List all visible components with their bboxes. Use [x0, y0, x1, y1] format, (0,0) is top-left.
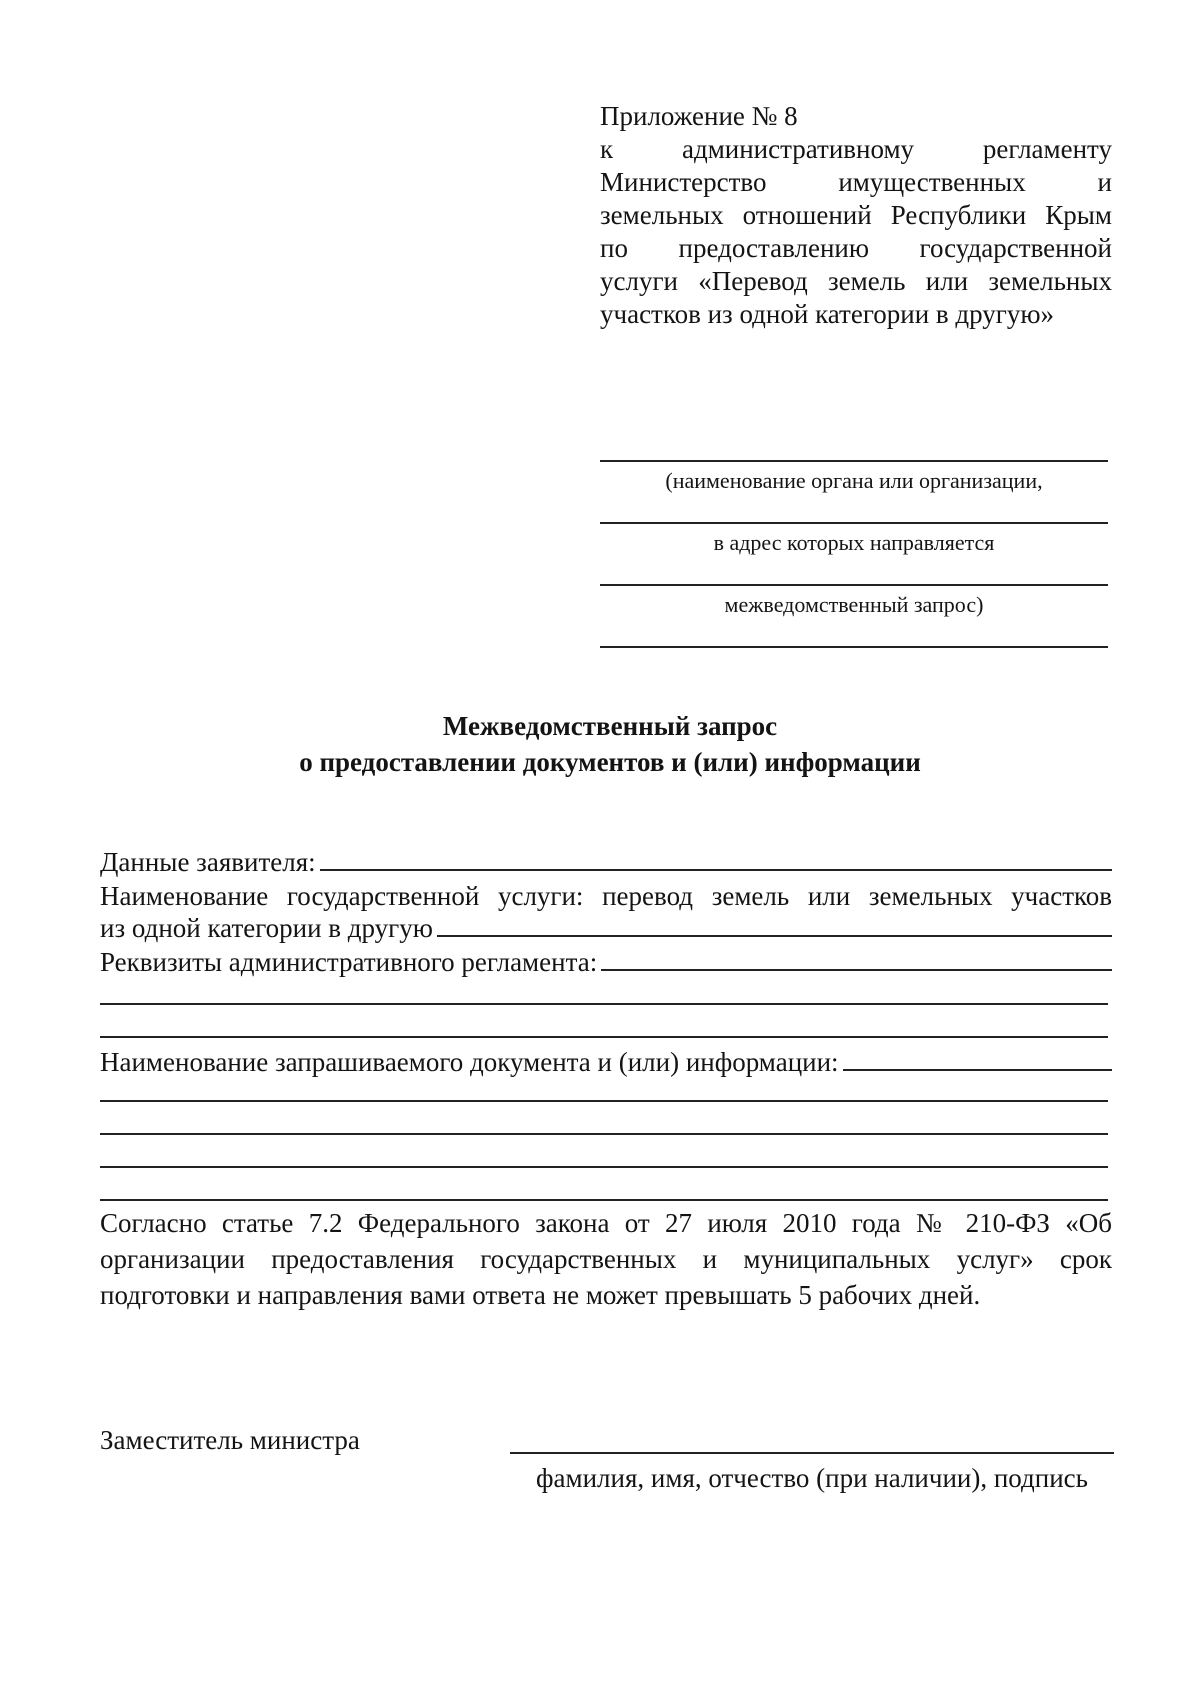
requested-doc-label: Наименование запрашиваемого документа и (или) информации:: [100, 1047, 839, 1077]
regulation-blank[interactable]: [601, 947, 1112, 971]
addressee-blank-line[interactable]: [600, 522, 1108, 524]
service-name-blank[interactable]: [437, 913, 1112, 937]
requested-doc-blank[interactable]: [843, 1047, 1112, 1071]
addressee-caption: межведомственный запрос): [724, 592, 984, 617]
addressee-caption: (наименование органа или организации,: [665, 468, 1043, 493]
addressee-blank-line[interactable]: [600, 646, 1108, 648]
notice-line: организации предоставления государственных и муниципальных услуг» срок: [100, 1244, 1112, 1274]
regulation-label: Реквизиты административного регламента:: [100, 947, 598, 977]
blank-line[interactable]: [100, 1100, 1108, 1102]
notice-line: Согласно статье 7.2 Федерального закона от 27 июля 2010 года № 210-ФЗ «Об: [100, 1208, 1112, 1238]
appendix-line: земельных отношений Республики Крым: [600, 200, 1112, 230]
addressee-blank-line[interactable]: [600, 584, 1108, 586]
applicant-blank[interactable]: [320, 847, 1112, 871]
addressee-blank-line[interactable]: [600, 460, 1108, 462]
addressee-caption: в адрес которых направляется: [713, 530, 995, 555]
title-line: Межведомственный запрос: [442, 711, 778, 741]
service-name-line: Наименование государственной услуги: перевод земель или земельных участков: [100, 881, 1112, 911]
blank-line[interactable]: [100, 1133, 1108, 1135]
appendix-line: по предоставлению государственной: [600, 233, 1112, 263]
notice-line: подготовки и направления вами ответа не может превышать 5 рабочих дней.: [100, 1280, 981, 1310]
blank-line[interactable]: [100, 1036, 1108, 1038]
appendix-header: [600, 100, 1112, 331]
legal-notice: [100, 1205, 1112, 1313]
service-name-field: [100, 912, 1112, 944]
requested-doc-field: [100, 1046, 1112, 1078]
title-line: о предоставлении документов и (или) информации: [299, 747, 921, 777]
applicant-label: Данные заявителя:: [100, 847, 316, 877]
service-name-label: из одной категории в другую: [100, 913, 433, 943]
signature-blank-line[interactable]: [510, 1452, 1114, 1454]
appendix-line: услуги «Перевод земель или земельных: [600, 266, 1112, 296]
blank-line[interactable]: [100, 1003, 1108, 1005]
appendix-number: Приложение № 8: [600, 101, 798, 131]
signatory-position: Заместитель министра: [100, 1425, 360, 1455]
signature-caption: фамилия, имя, отчество (при наличии), подпись: [536, 1463, 1088, 1493]
appendix-line: Министерство имущественных и: [600, 167, 1112, 197]
blank-line[interactable]: [100, 1166, 1108, 1168]
regulation-field: [100, 946, 1112, 978]
blank-line[interactable]: [100, 1199, 1108, 1201]
appendix-line: участков из одной категории в другую»: [600, 299, 1055, 329]
document-title: [100, 708, 1120, 780]
appendix-line: к административному регламенту: [600, 134, 1112, 164]
applicant-field: [100, 846, 1112, 878]
